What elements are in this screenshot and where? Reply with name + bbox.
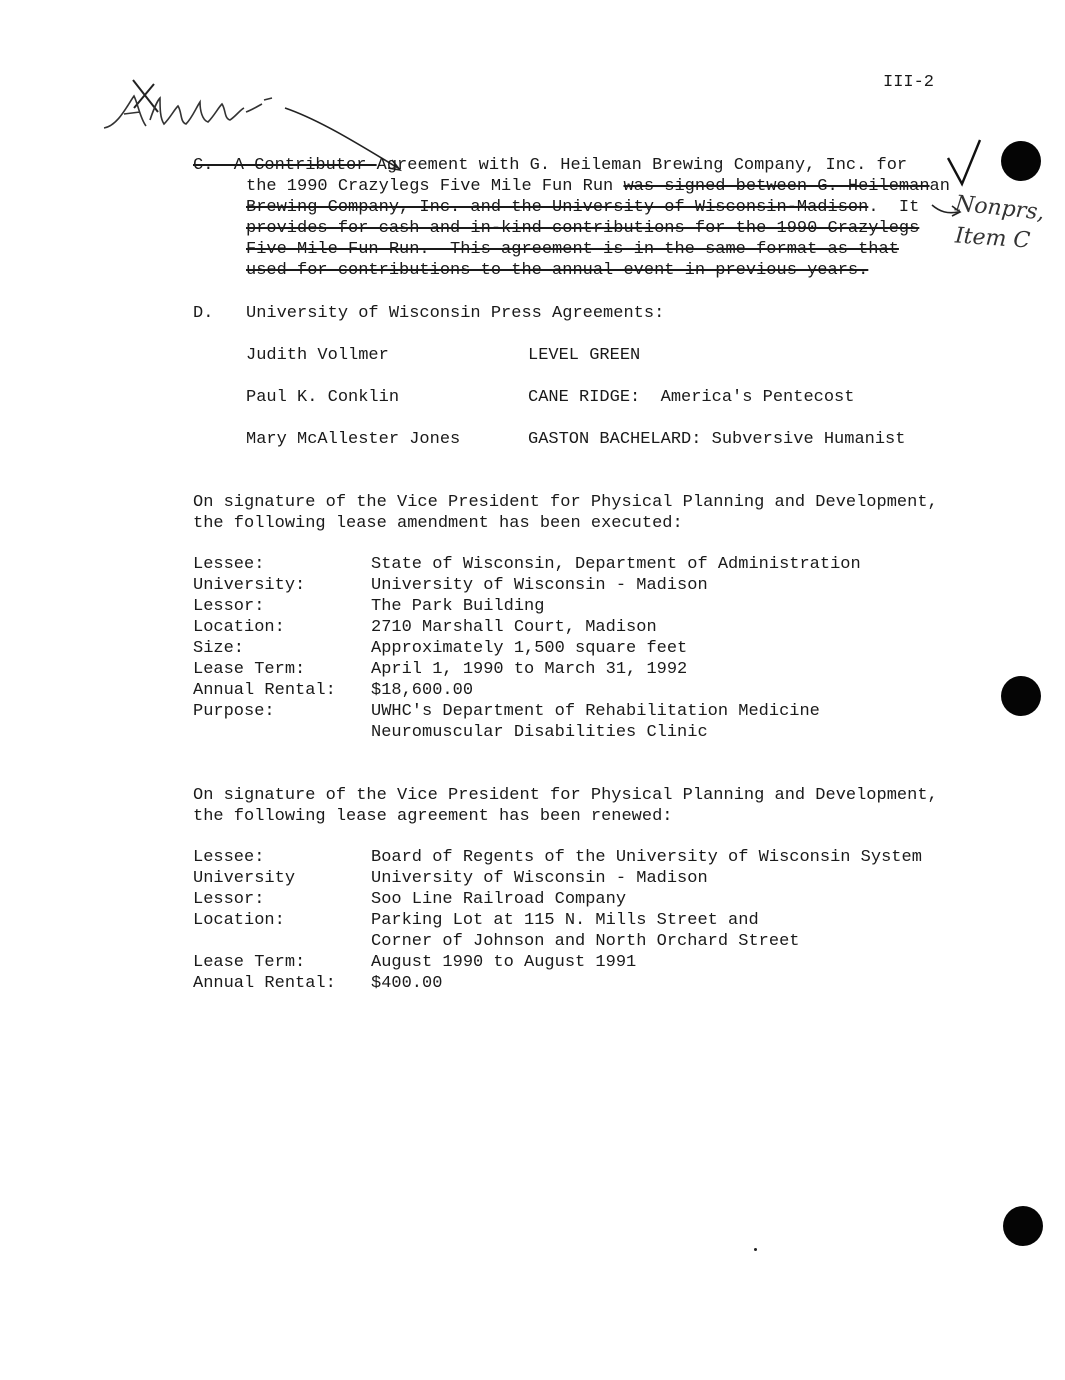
handwritten-note-1: Nonprs,	[953, 191, 1046, 226]
lease-1-intro-line-2: the following lease amendment has been executed:	[193, 514, 683, 533]
section-c-line-6: used for contributions to the annual event in previous years.	[246, 261, 869, 280]
page-number: III-2	[883, 73, 935, 92]
handwritten-check-mark	[948, 140, 980, 184]
press-title: GASTON BACHELARD: Subversive Humanist	[528, 430, 906, 449]
handwritten-note-2: Item C	[954, 223, 1032, 254]
paper-speck	[754, 1248, 757, 1251]
press-author: Mary McAllester Jones	[246, 430, 461, 449]
lease-2-intro-line-1: On signature of the Vice President for Physical Planning and Development,	[193, 786, 938, 805]
section-c-line-5: Five Mile Fun Run. This agreement is in the same format as that	[246, 240, 899, 259]
press-title: LEVEL GREEN	[528, 346, 641, 365]
section-c-line-2: the 1990 Crazylegs Five Mile Fun Run was signed between G. Heilemanan	[246, 177, 950, 196]
hole-punch-bottom	[1003, 1206, 1043, 1246]
handwritten-athletics-word	[104, 96, 272, 128]
lease-2-intro-line-2: the following lease agreement has been renewed:	[193, 807, 673, 826]
section-d-heading: University of Wisconsin Press Agreements:	[246, 304, 665, 323]
section-c-line-1: C. A Contributor Agreement with G. Heileman Brewing Company, Inc. for	[193, 156, 908, 175]
section-c-line-4: provides for cash and in-kind contributions for the 1990 Crazylegs	[246, 219, 920, 238]
press-author: Paul K. Conklin	[246, 388, 400, 407]
press-title: CANE RIDGE: America's Pentecost	[528, 388, 855, 407]
section-c-line-3: Brewing Company, Inc. and the University of Wisconsin-Madison. It	[246, 198, 920, 217]
section-d-letter: D.	[193, 304, 214, 323]
lease-1-intro-line-1: On signature of the Vice President for Physical Planning and Development,	[193, 493, 938, 512]
press-author: Judith Vollmer	[246, 346, 389, 365]
document-page: III-2 Nonprs, Item C C. A Contributor Agreement with G. Heileman Brewing Company, Inc. for the 1990 Crazylegs Five Mile Fun Run was signed between G. Heilemanan Brewing Company, Inc. and the University of Wisconsin-Madison. It provides for cash and in-kind contributions for the 1990 Crazylegs Five Mile Fun Run. This agreement is in the same format as that used for contributions to the annual event in previous years. D. University of Wisconsin Press Agreements: Judith Vollmer LEVEL GREEN Paul K. Conklin CANE RIDGE: America's Pentecost Mary McAllester Jones GASTON BACHELARD: Subversive Humanist On signature of the Vice President for Physical Planning and Development, the following lease amendment has been executed: Lessee: State of Wisconsin, Department of Administration University: University of Wisconsin - Madison Lessor: The Park Building Location: 2710 Marshall Court, Madison Size: Approximately 1,500 square feet Lease Term: April 1, 1990 to March 31, 1992 Annual Rental: $18,600.00 Purpose: UWHC's Department of Rehabilitation Medicine Neuromuscular Disabilities Clinic On signature of the Vice President for Physical Planning and Development, the following lease agreement has been renewed: Lessee: Board of Regents of the University of Wisconsin System University University of Wisconsin - Madison Lessor: Soo Line Railroad Company Location: Parking Lot at 115 N. Mills Street and Corner of Johnson and North Orchard Street Lease Term: August 1990 to August 1991 Annual Rental: $400.00	[0, 0, 1065, 1380]
hole-punch-middle	[1001, 676, 1041, 716]
